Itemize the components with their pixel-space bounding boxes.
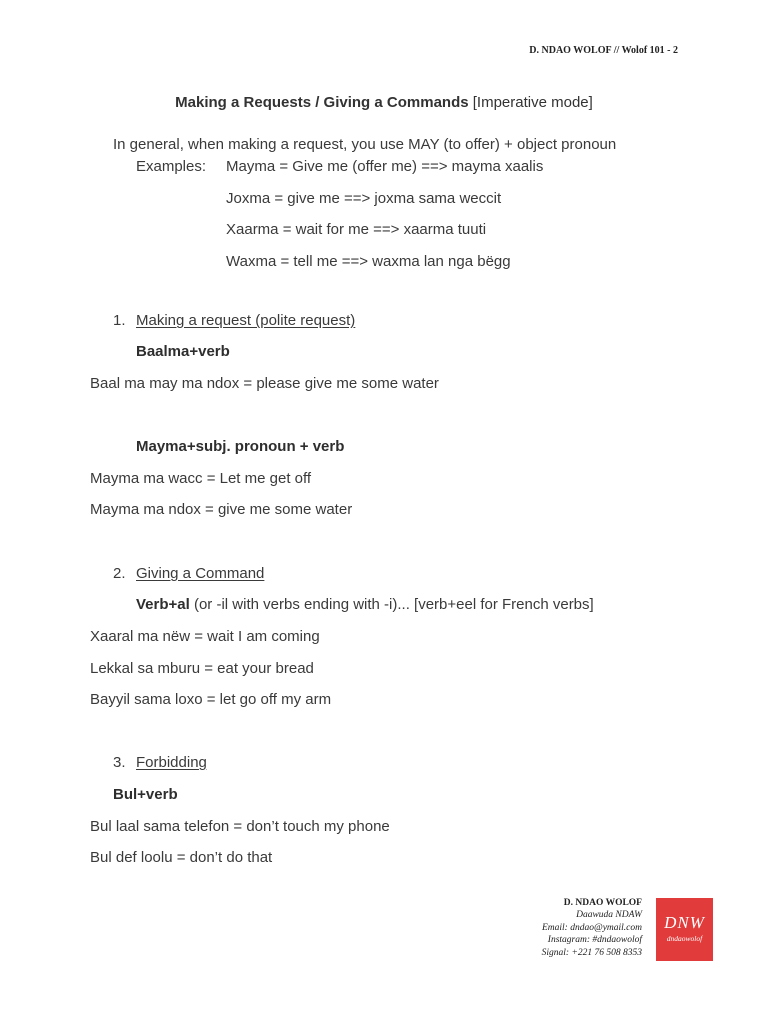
- page-title: [0, 94, 768, 111]
- page-header: D. NDAO WOLOF // Wolof 101 - 2: [529, 45, 678, 56]
- example-sentence: Bayyil sama loxo = let go off my arm: [90, 691, 332, 708]
- footer-email: Email: dndao@ymail.com: [541, 922, 642, 933]
- formula-bold: Verb+al: [136, 596, 190, 613]
- section-number: 2.: [113, 565, 126, 582]
- formula: Mayma+subj. pronoun + verb: [136, 438, 345, 455]
- formula-note: (or -il with verbs ending with -i)... [verb+eel for French verbs]: [193, 596, 594, 613]
- section-heading: Making a request (polite request): [136, 312, 356, 329]
- logo-main: DNW: [664, 913, 705, 932]
- logo-sub: dndaowolof: [666, 934, 703, 943]
- example-sentence: Bul laal sama telefon = don’t touch my phone: [90, 818, 390, 835]
- formula: Bul+verb: [113, 786, 178, 803]
- intro-text: In general, when making a request, you use MAY (to offer) + object pronoun: [113, 136, 617, 153]
- section-heading: Giving a Command: [136, 565, 265, 582]
- examples-label: Examples:: [136, 158, 207, 175]
- footer-name: D. NDAO WOLOF: [563, 898, 642, 908]
- example-sentence: Lekkal sa mburu = eat your bread: [90, 660, 314, 677]
- section-number: 1.: [113, 312, 126, 329]
- footer-signal: Signal: +221 76 508 8353: [541, 947, 642, 958]
- example-sentence: Mayma ma wacc = Let me get off: [90, 470, 312, 487]
- dnw-logo: [656, 898, 713, 961]
- example-sentence: Mayma ma ndox = give me some water: [90, 501, 353, 518]
- formula: [136, 596, 594, 613]
- title-mode: [Imperative mode]: [472, 94, 593, 111]
- example-item: Joxma = give me ==> joxma sama weccit: [226, 190, 502, 207]
- example-sentence: Baal ma may ma ndox = please give me some water: [90, 375, 439, 392]
- example-item: Xaarma = wait for me ==> xaarma tuuti: [226, 221, 487, 238]
- example-item: Waxma = tell me ==> waxma lan nga bëgg: [226, 253, 511, 270]
- example-sentence: Bul def loolu = don’t do that: [90, 849, 273, 866]
- formula: Baalma+verb: [136, 343, 230, 360]
- example-item: Mayma = Give me (offer me) ==> mayma xaalis: [226, 158, 544, 175]
- title-main: Making a Requests / Giving a Commands: [175, 94, 469, 111]
- footer-contact: [542, 897, 642, 959]
- section-number: 3.: [113, 754, 126, 771]
- footer-instagram: Instagram: #dndaowolof: [547, 935, 642, 946]
- section-heading: Forbidding: [136, 754, 207, 771]
- example-sentence: Xaaral ma nëw = wait I am coming: [90, 628, 320, 645]
- footer-author: Daawuda NDAW: [576, 910, 642, 921]
